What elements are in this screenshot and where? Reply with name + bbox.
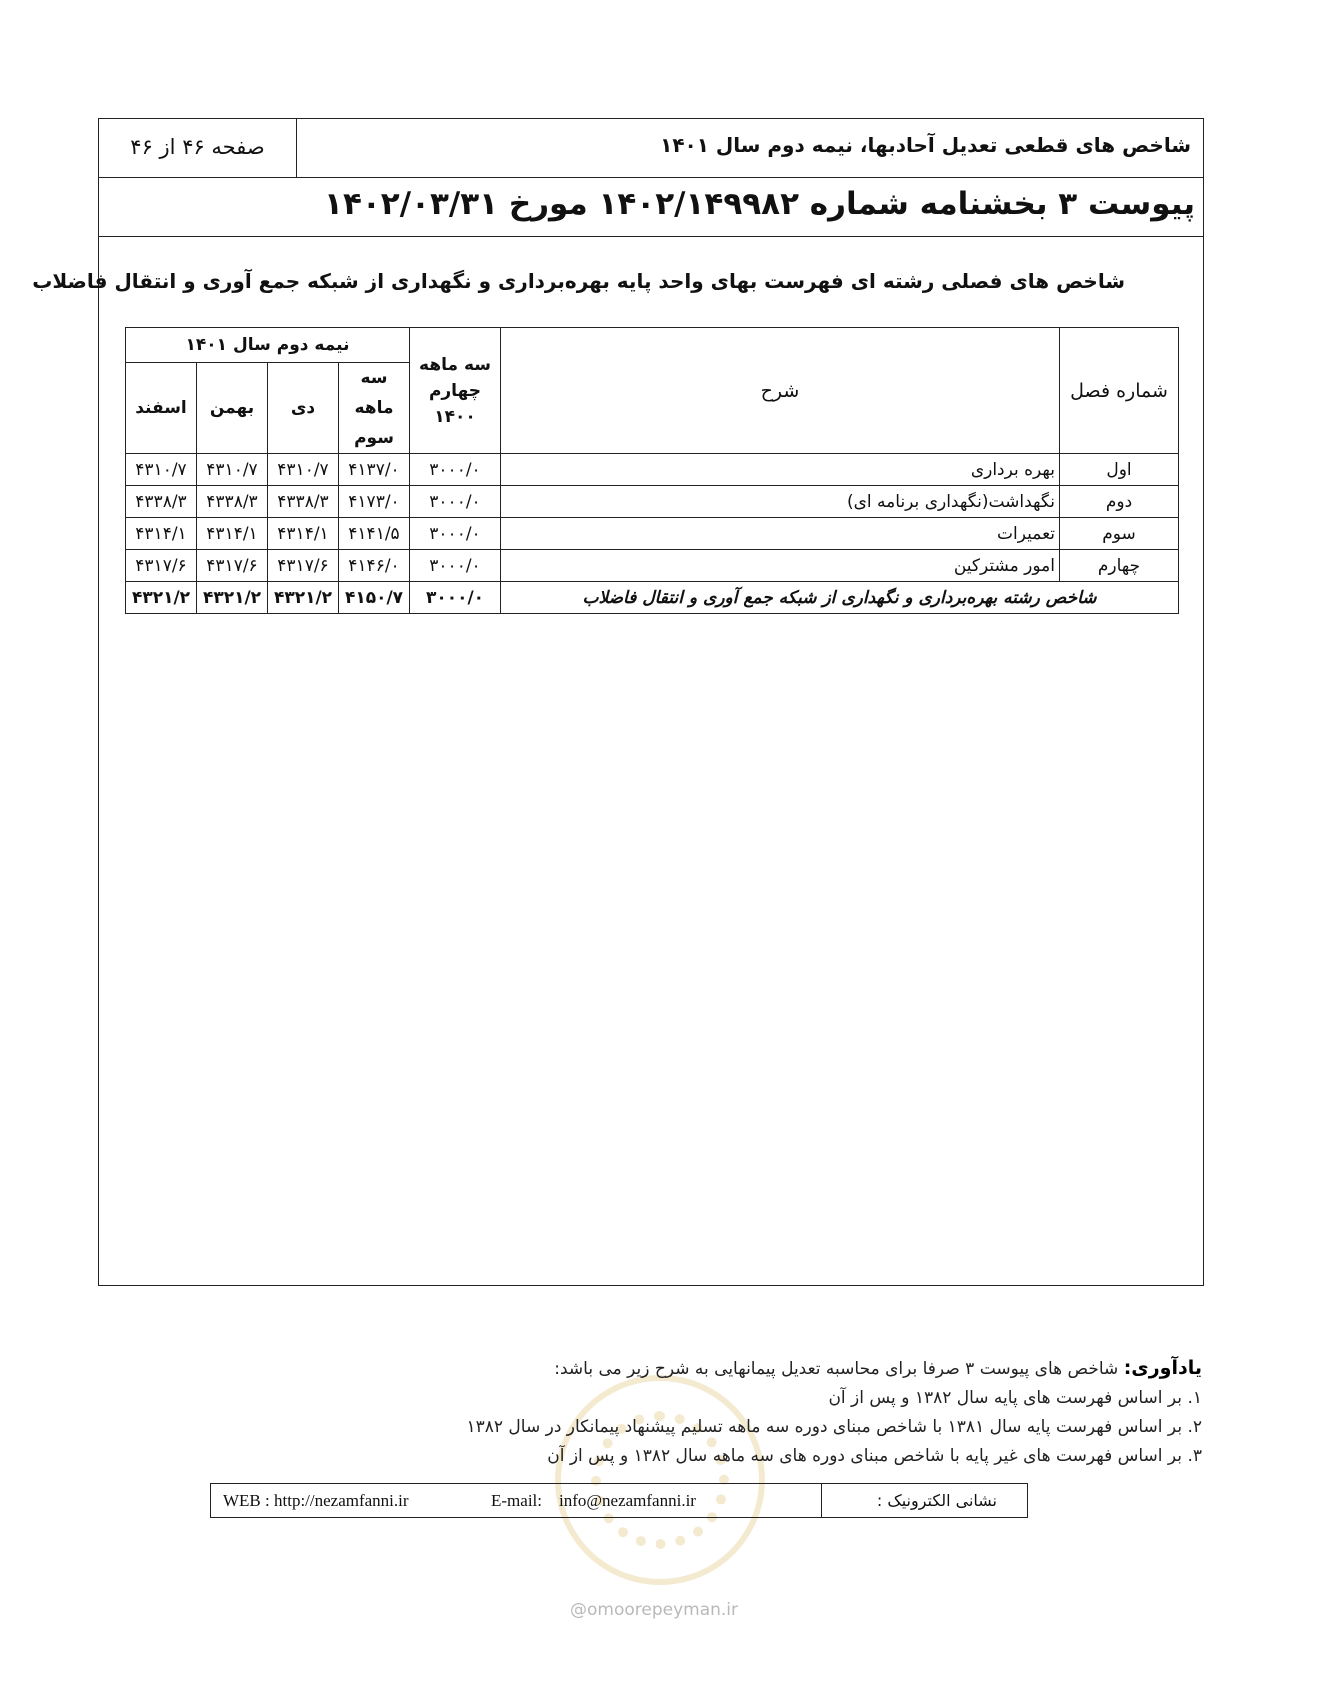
header-q4-1400: سه ماهه چهارم ۱۴۰۰ bbox=[410, 328, 501, 454]
watermark-site: @omoorepeyman.ir bbox=[570, 1600, 739, 1620]
cell-chapter: چهارم bbox=[1060, 550, 1179, 582]
table-row bbox=[126, 454, 1179, 486]
cell-bahman: ۴۳۱۴/۱ bbox=[197, 518, 268, 550]
notes-intro: شاخص های پیوست ۳ صرفا برای محاسبه تعدیل پیمانهایی به شرح زیر می باشد: bbox=[554, 1359, 1124, 1379]
reminder-notes bbox=[467, 1354, 1203, 1471]
contact-box bbox=[210, 1483, 1028, 1518]
cell-dey: ۴۳۱۷/۶ bbox=[268, 550, 339, 582]
cell-q3: ۴۱۴۱/۵ bbox=[339, 518, 410, 550]
note-item: ۳. بر اساس فهرست های غیر پایه با شاخص مبنای دوره های سه ماهه سال ۱۳۸۲ و پس از آن bbox=[547, 1446, 1202, 1466]
cell-q3: ۴۱۴۶/۰ bbox=[339, 550, 410, 582]
document-title: شاخص های قطعی تعدیل آحادبها، نیمه دوم سال ۱۴۰۱ bbox=[660, 133, 1191, 157]
cell-description: بهره برداری bbox=[501, 454, 1060, 486]
cell-dey: ۴۳۲۱/۲ bbox=[268, 582, 339, 614]
cell-esfand: ۴۳۱۰/۷ bbox=[126, 454, 197, 486]
note-item: ۱. بر اساس فهرست های پایه سال ۱۳۸۲ و پس از آن bbox=[828, 1388, 1202, 1408]
cell-bahman: ۴۳۱۷/۶ bbox=[197, 550, 268, 582]
header-dey: دی bbox=[268, 363, 339, 454]
table-row bbox=[126, 518, 1179, 550]
annex-title: پیوست ۳ بخشنامه شماره ۱۴۰۲/۱۴۹۹۸۲ مورخ ۱۴۰۲/۰۳/۳۱ bbox=[324, 186, 1195, 222]
header-half-1401: نیمه دوم سال ۱۴۰۱ bbox=[126, 328, 410, 363]
cell-bahman: ۴۳۳۸/۳ bbox=[197, 486, 268, 518]
table-subtitle: شاخص های فصلی رشته ای فهرست بهای واحد پایه بهره‌برداری و نگهداری از شبکه جمع آوری و انتقال فاضلاب bbox=[32, 269, 1125, 293]
table-row bbox=[126, 486, 1179, 518]
notes-intro-line bbox=[467, 1354, 1203, 1384]
cell-esfand: ۴۳۳۸/۳ bbox=[126, 486, 197, 518]
cell-q4-1400: ۳۰۰۰/۰ bbox=[410, 550, 501, 582]
cell-q4-1400: ۳۰۰۰/۰ bbox=[410, 454, 501, 486]
cell-bahman: ۴۳۱۰/۷ bbox=[197, 454, 268, 486]
cell-q3: ۴۱۵۰/۷ bbox=[339, 582, 410, 614]
cell-esfand: ۴۳۲۱/۲ bbox=[126, 582, 197, 614]
email-link[interactable]: info@nezamfanni.ir bbox=[558, 1491, 696, 1510]
header-q3: سه ماهه سوم bbox=[339, 363, 410, 454]
header-esfand: اسفند bbox=[126, 363, 197, 454]
cell-esfand: ۴۳۱۴/۱ bbox=[126, 518, 197, 550]
header-description: شرح bbox=[501, 328, 1060, 454]
header-bahman: بهمن bbox=[197, 363, 268, 454]
header-chapter: شماره فصل bbox=[1060, 328, 1179, 454]
cell-total-description: شاخص رشته بهره‌برداری و نگهداری از شبکه جمع آوری و انتقال فاضلاب bbox=[501, 582, 1179, 614]
cell-q3: ۴۱۷۳/۰ bbox=[339, 486, 410, 518]
cell-description: امور مشترکین bbox=[501, 550, 1060, 582]
email-line bbox=[491, 1491, 696, 1511]
cell-q4-1400: ۳۰۰۰/۰ bbox=[410, 518, 501, 550]
table-total-row bbox=[126, 582, 1179, 614]
cell-q4-1400: ۳۰۰۰/۰ bbox=[410, 582, 501, 614]
cell-chapter: دوم bbox=[1060, 486, 1179, 518]
header-row bbox=[99, 119, 1203, 178]
contact-label: نشانی الکترونیک : bbox=[821, 1484, 1027, 1517]
index-table bbox=[125, 327, 1179, 614]
cell-description: تعمیرات bbox=[501, 518, 1060, 550]
website-link[interactable]: WEB : http://nezamfanni.ir bbox=[223, 1491, 409, 1510]
notes-lead: یادآوری: bbox=[1123, 1357, 1202, 1379]
cell-description: نگهداشت(نگهداری برنامه ای) bbox=[501, 486, 1060, 518]
document-frame bbox=[32, 118, 1204, 1286]
annex-row bbox=[99, 178, 1203, 237]
page-number: صفحه ۴۶ از ۴۶ bbox=[99, 119, 297, 177]
cell-dey: ۴۳۳۸/۳ bbox=[268, 486, 339, 518]
email-label: E-mail: bbox=[491, 1491, 542, 1510]
cell-bahman: ۴۳۲۱/۲ bbox=[197, 582, 268, 614]
cell-chapter: سوم bbox=[1060, 518, 1179, 550]
cell-esfand: ۴۳۱۷/۶ bbox=[126, 550, 197, 582]
note-item: ۲. بر اساس فهرست پایه سال ۱۳۸۱ با شاخص مبنای دوره سه ماهه تسلیم پیشنهاد پیمانکار در سال ۱۳۸۲ bbox=[466, 1417, 1202, 1437]
cell-dey: ۴۳۱۰/۷ bbox=[268, 454, 339, 486]
cell-chapter: اول bbox=[1060, 454, 1179, 486]
cell-q3: ۴۱۳۷/۰ bbox=[339, 454, 410, 486]
cell-q4-1400: ۳۰۰۰/۰ bbox=[410, 486, 501, 518]
cell-dey: ۴۳۱۴/۱ bbox=[268, 518, 339, 550]
table-row bbox=[126, 550, 1179, 582]
